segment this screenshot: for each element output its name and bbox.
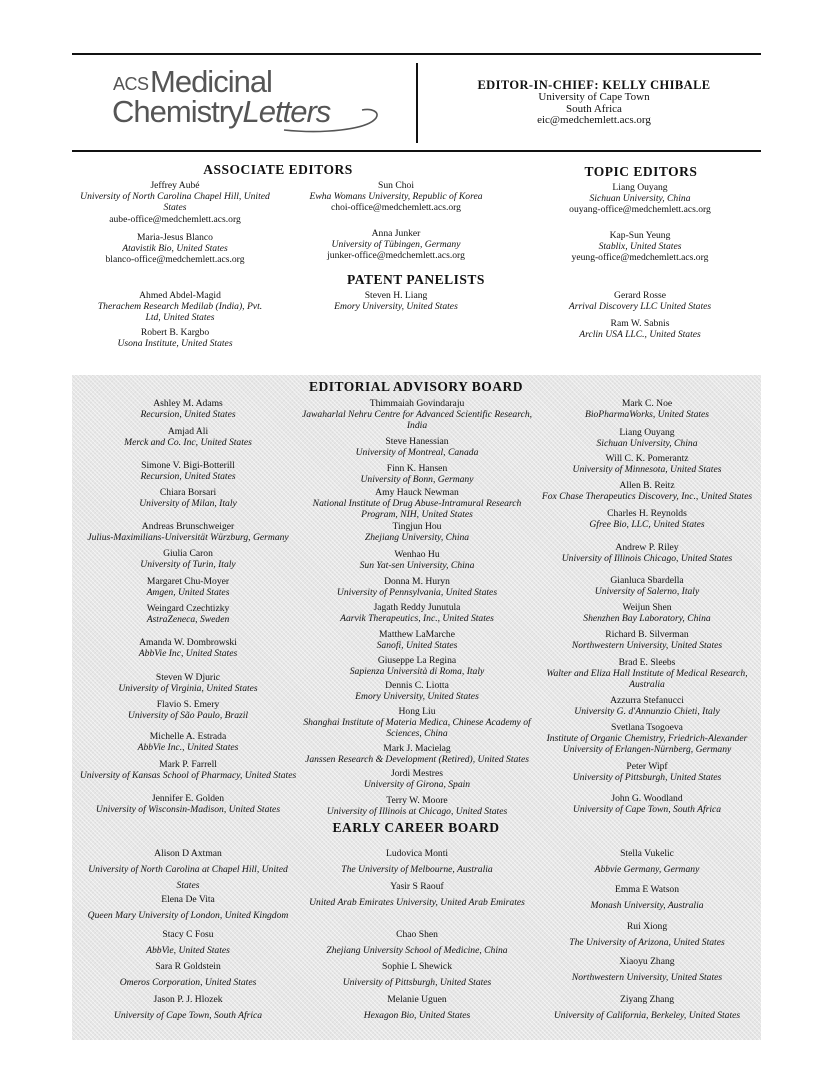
member-affiliation: Aarvik Therapeutics, Inc., United States (340, 613, 494, 625)
advisory-board-member (532, 657, 762, 691)
advisory-board-member (300, 629, 534, 651)
advisory-board-member (78, 731, 298, 753)
member-affiliation: Omeros Corporation, United States (119, 977, 257, 988)
editor-affiliation: Sichuan University, China (589, 193, 691, 205)
member-affiliation: Zhejiang University, China (364, 532, 470, 544)
member-name: Sara R Goldstein (155, 961, 221, 972)
member-name: Wenhao Hu (394, 549, 440, 560)
editor-name: Maria-Jesus Blanco (137, 232, 213, 243)
member-name: Mark J. Macielag (383, 743, 451, 754)
member-name: Emma E Watson (614, 884, 680, 895)
member-name: Amy Hauck Newman (375, 487, 459, 498)
member-affiliation: Fox Chase Therapeutics Discovery, Inc., United States (541, 491, 753, 503)
member-name: Margaret Chu-Moyer (146, 576, 230, 587)
member-name: Xiaoyu Zhang (619, 956, 675, 967)
logo-letters: Letters (242, 94, 331, 129)
early-career-member (532, 882, 762, 914)
editor-email[interactable]: ouyang-office@medchemlett.acs.org (569, 204, 711, 216)
early-career-member (300, 927, 534, 959)
member-name: Ludovica Monti (385, 848, 449, 859)
editor-name: Anna Junker (371, 228, 421, 239)
member-name: Chao Shen (396, 929, 438, 940)
editor-affiliation: University of Tübingen, Germany (331, 239, 461, 251)
member-name: Gianluca Sbardella (610, 575, 684, 586)
editor-affiliation: Arclin USA LLC., United States (579, 329, 701, 341)
member-affiliation: Northwestern University, United States (571, 640, 723, 652)
member-affiliation: University of Wisconsin-Madison, United States (95, 804, 281, 816)
member-name: Flavio S. Emery (156, 699, 220, 710)
associate-editor-entry (75, 180, 275, 225)
associate-editor-entry (75, 232, 275, 266)
advisory-board-member (532, 695, 762, 717)
member-affiliation: University of Illinois at Chicago, United States (326, 806, 508, 818)
member-affiliation: Shenzhen Bay Laboratory, China (583, 613, 711, 625)
editor-name: Gerard Rosse (614, 290, 666, 301)
advisory-board-member (300, 602, 534, 624)
member-affiliation: Amgen, United States (146, 587, 230, 599)
member-name: Chiara Borsari (159, 487, 217, 498)
member-name: Mark P. Farrell (159, 759, 217, 770)
advisory-board-member (532, 453, 762, 475)
member-affiliation: University of California, Berkeley, United States (553, 1010, 741, 1021)
member-name: Peter Wipf (626, 761, 668, 772)
editorial-advisory-board-heading: EDITORIAL ADVISORY BOARD (308, 379, 524, 394)
member-affiliation: University of Cape Town, South Africa (113, 1010, 263, 1021)
editor-affiliation: Therachem Research Medilab (India), Pvt. Ltd, United States (97, 301, 263, 324)
logo-medicinal: Medicinal (150, 64, 272, 99)
editor-name: Kap-Sun Yeung (609, 230, 671, 241)
member-name: Jennifer E. Golden (151, 793, 225, 804)
member-name: Alison D Axtman (154, 848, 222, 859)
advisory-board-member (78, 521, 298, 543)
member-affiliation: Monash University, Australia (590, 900, 704, 911)
member-name: Giuseppe La Regina (377, 655, 457, 666)
member-name: Weingard Czechtizky (146, 603, 230, 614)
advisory-board-member (300, 398, 534, 432)
advisory-board-member (532, 427, 762, 449)
advisory-board-member (78, 603, 298, 625)
early-career-member (532, 954, 762, 986)
member-name: Jordi Mestres (391, 768, 443, 779)
member-affiliation: Janssen Research & Development (Retired), United States (305, 754, 529, 766)
member-name: Giulia Caron (163, 548, 213, 559)
advisory-board-member (532, 602, 762, 624)
early-career-member (532, 846, 762, 878)
associate-editors-heading: ASSOCIATE EDITORS (203, 162, 353, 177)
topic-editor-entry (530, 182, 750, 216)
top-rule (72, 53, 761, 55)
member-affiliation: Hexagon Bio, United States (363, 1010, 471, 1021)
advisory-board-member (300, 463, 534, 485)
topic-editor-entry (520, 318, 760, 340)
editor-name: Robert B. Kargbo (140, 327, 210, 338)
advisory-board-member (78, 426, 298, 448)
editor-in-chief-block (466, 78, 722, 127)
member-name: Mark C. Noe (621, 398, 673, 409)
advisory-board-member (300, 521, 534, 543)
associate-editor-entry (75, 327, 275, 349)
member-affiliation: Gfree Bio, LLC, United States (589, 519, 705, 531)
member-name: Dennis C. Liotta (385, 680, 449, 691)
member-affiliation: University of Salerno, Italy (594, 586, 700, 598)
member-affiliation: University of Montreal, Canada (355, 447, 479, 459)
advisory-board-member (78, 637, 298, 659)
advisory-board-member (78, 398, 298, 420)
member-name: Andreas Brunschweiger (141, 521, 235, 532)
advisory-board-member (300, 436, 534, 458)
member-affiliation: University of Illinois Chicago, United States (561, 553, 733, 565)
member-affiliation: Jawaharlal Nehru Centre for Advanced Scientific Research, India (301, 409, 533, 432)
member-affiliation: BioPharmaWorks, United States (584, 409, 710, 421)
member-affiliation: University of Cape Town, South Africa (572, 804, 722, 816)
member-affiliation: Institute of Organic Chemistry, Friedrich-Alexander University of Erlangen-Nürnberg, Germany (546, 733, 748, 756)
member-name: Amjad Ali (167, 426, 209, 437)
member-affiliation: Merck and Co. Inc, United States (124, 437, 252, 449)
member-name: Liang Ouyang (619, 427, 675, 438)
member-affiliation: Abbvie Germany, Germany (594, 864, 700, 875)
member-name: Jagath Reddy Junutula (373, 602, 461, 613)
editor-email[interactable]: aube-office@medchemlett.acs.org (109, 213, 241, 225)
advisory-board-member (532, 508, 762, 530)
advisory-board-member (532, 761, 762, 783)
member-name: Rui Xiong (626, 921, 668, 932)
member-affiliation: Sichuan University, China (596, 438, 698, 450)
member-name: Finn K. Hansen (386, 463, 448, 474)
member-affiliation: Queen Mary University of London, United Kingdom (87, 910, 289, 921)
advisory-board-member (532, 629, 762, 651)
member-affiliation: AbbVie, United States (146, 945, 230, 956)
editor-affiliation: Ewha Womans University, Republic of Korea (309, 191, 483, 203)
early-career-member (300, 959, 534, 991)
advisory-board-member (78, 460, 298, 482)
logo-swoosh-icon (282, 104, 382, 134)
member-affiliation: University of Turin, Italy (140, 559, 236, 571)
advisory-board-member (300, 655, 534, 677)
member-affiliation: University of Kansas School of Pharmacy, United States (79, 770, 297, 782)
member-affiliation: Sanofi, United States (376, 640, 458, 652)
member-name: Ziyang Zhang (619, 994, 675, 1005)
advisory-board-member (532, 480, 762, 502)
early-career-board-heading: EARLY CAREER BOARD (332, 820, 500, 835)
member-name: Tingjun Hou (392, 521, 442, 532)
editor-name: Ram W. Sabnis (610, 318, 670, 329)
member-affiliation: University of Pennsylvania, United States (336, 587, 498, 599)
early-career-member (78, 959, 298, 991)
eic-affiliation: University of Cape Town (538, 91, 650, 103)
early-career-member (532, 992, 762, 1024)
advisory-board-member (78, 548, 298, 570)
early-career-member (78, 927, 298, 959)
member-name: Steven W Djuric (155, 672, 221, 683)
masthead-divider (416, 63, 418, 143)
member-affiliation: Shanghai Institute of Materia Medica, Chinese Academy of Sciences, China (303, 717, 531, 740)
member-name: Andrew P. Riley (615, 542, 679, 553)
member-affiliation: Northwestern University, United States (571, 972, 723, 983)
advisory-board-member (300, 706, 534, 740)
member-affiliation: The University of Melbourne, Australia (341, 864, 493, 875)
member-name: Simone V. Bigi-Botterill (141, 460, 235, 471)
logo-chemistry: Chemistry (112, 94, 243, 129)
advisory-board-member (532, 722, 762, 756)
member-name: Svetlana Tsogoeva (611, 722, 683, 733)
editor-name: Jeffrey Aubé (150, 180, 200, 191)
member-affiliation: AbbVie Inc, United States (138, 648, 238, 660)
topic-editor-entry (530, 230, 750, 264)
member-name: Yasir S Raouf (390, 881, 444, 892)
editor-affiliation: University of North Carolina Chapel Hill, United States (80, 191, 270, 214)
eic-email[interactable]: eic@medchemlett.acs.org (537, 114, 651, 126)
associate-editor-entry (95, 290, 265, 324)
member-affiliation: AstraZeneca, Sweden (146, 614, 230, 626)
eic-country: South Africa (566, 102, 622, 115)
member-name: Stacy C Fosu (162, 929, 214, 940)
member-affiliation: University of North Carolina at Chapel Hill, United States (88, 864, 288, 891)
member-name: Hong Liu (398, 706, 436, 717)
member-affiliation: Sapienza Università di Roma, Italy (349, 666, 485, 678)
member-name: Richard B. Silverman (605, 629, 689, 640)
member-affiliation: University of Pittsburgh, United States (572, 772, 722, 784)
panelist-affiliation: Emory University, United States (334, 301, 458, 313)
advisory-board-member (300, 795, 534, 817)
editor-name: Ahmed Abdel-Magid (139, 290, 221, 301)
member-affiliation: University G. d'Annunzio Chieti, Italy (574, 706, 720, 718)
member-affiliation: Emory University, United States (355, 691, 479, 703)
member-name: Elena De Vita (161, 894, 215, 905)
advisory-board-member (532, 793, 762, 815)
member-name: Azzurra Stefanucci (610, 695, 684, 706)
editor-email[interactable]: junker-office@medchemlett.acs.org (327, 250, 465, 262)
editor-affiliation: Usona Institute, United States (117, 338, 233, 350)
member-affiliation: University of Bonn, Germany (360, 474, 474, 486)
member-affiliation: Recursion, United States (140, 409, 236, 421)
advisory-board-member (300, 576, 534, 598)
masthead-bottom-rule (72, 150, 761, 152)
associate-editor-entry (296, 180, 496, 214)
member-affiliation: Zhejiang University School of Medicine, China (326, 945, 508, 956)
member-affiliation: University of Girona, Spain (363, 779, 471, 791)
member-affiliation: Recursion, United States (140, 471, 236, 483)
panelist-name: Steven H. Liang (364, 290, 428, 301)
advisory-board-member (300, 549, 534, 571)
advisory-board-member (78, 793, 298, 815)
advisory-board-member (532, 575, 762, 597)
advisory-board-member (78, 759, 298, 781)
patent-panelist-entry (296, 290, 496, 312)
member-affiliation: University of Minnesota, United States (572, 464, 722, 476)
member-name: Will C. K. Pomerantz (605, 453, 689, 464)
patent-panelists-heading: PATENT PANELISTS (347, 272, 485, 287)
advisory-board-member (78, 699, 298, 721)
member-affiliation: United Arab Emirates University, United Arab Emirates (309, 897, 525, 908)
topic-editors-heading: TOPIC EDITORS (584, 164, 698, 179)
early-career-member (78, 892, 298, 924)
member-name: Steve Hanessian (385, 436, 449, 447)
member-affiliation: AbbVie Inc., United States (137, 742, 239, 754)
early-career-member (78, 846, 298, 894)
editor-affiliation: Stablix, United States (598, 241, 682, 253)
member-affiliation: Sun Yat-sen University, China (359, 560, 475, 572)
editor-affiliation: Atavistik Bio, United States (122, 243, 228, 255)
advisory-board-member (300, 768, 534, 790)
editor-email[interactable]: yeung-office@medchemlett.acs.org (571, 252, 709, 264)
editor-email[interactable]: blanco-office@medchemlett.acs.org (105, 254, 245, 266)
early-career-member (532, 919, 762, 951)
member-affiliation: Walter and Eliza Hall Institute of Medical Research, Australia (546, 668, 748, 691)
editor-email[interactable]: choi-office@medchemlett.acs.org (331, 202, 461, 214)
member-name: Weijun Shen (622, 602, 672, 613)
member-name: Thimmaiah Govindaraju (369, 398, 465, 409)
early-career-member (300, 846, 534, 878)
editor-in-chief-heading: EDITOR-IN-CHIEF: KELLY CHIBALE (477, 78, 711, 92)
member-name: Michelle A. Estrada (149, 731, 227, 742)
member-name: John G. Woodland (611, 793, 683, 804)
member-affiliation: University of São Paulo, Brazil (127, 710, 249, 722)
member-name: Jason P. J. Hlozek (153, 994, 223, 1005)
advisory-board-member (300, 487, 534, 521)
advisory-board-member (78, 487, 298, 509)
advisory-board-member (532, 542, 762, 564)
topic-editor-entry (520, 290, 760, 312)
member-name: Ashley M. Adams (153, 398, 223, 409)
member-name: Allen B. Reitz (619, 480, 675, 491)
advisory-board-member (300, 743, 534, 765)
member-affiliation: National Institute of Drug Abuse-Intramural Research Program, NIH, United States (312, 498, 522, 521)
member-name: Donna M. Huryn (384, 576, 450, 587)
member-name: Terry W. Moore (386, 795, 448, 806)
member-affiliation: University of Milan, Italy (139, 498, 237, 510)
member-name: Melanie Uguen (387, 994, 447, 1005)
advisory-board-member (300, 680, 534, 702)
member-affiliation: University of Pittsburgh, United States (342, 977, 492, 988)
member-name: Sophie L Shewick (382, 961, 452, 972)
editor-affiliation: Arrival Discovery LLC United States (568, 301, 712, 313)
advisory-board-member (532, 398, 762, 420)
logo-acs: ACS (113, 74, 149, 94)
editor-name: Sun Choi (378, 180, 414, 191)
advisory-board-member (78, 576, 298, 598)
member-affiliation: The University of Arizona, United States (569, 937, 725, 948)
member-name: Matthew LaMarche (379, 629, 455, 640)
member-name: Amanda W. Dombrowski (139, 637, 237, 648)
member-name: Charles H. Reynolds (607, 508, 687, 519)
early-career-member (300, 879, 534, 911)
editor-name: Liang Ouyang (612, 182, 668, 193)
early-career-member (300, 992, 534, 1024)
member-affiliation: University of Virginia, United States (118, 683, 258, 695)
associate-editor-entry (296, 228, 496, 262)
early-career-member (78, 992, 298, 1024)
member-name: Stella Vukelic (620, 848, 674, 859)
member-name: Brad E. Sleebs (618, 657, 676, 668)
advisory-board-member (78, 672, 298, 694)
member-affiliation: Julius-Maximilians-Universität Würzburg, Germany (87, 532, 289, 544)
